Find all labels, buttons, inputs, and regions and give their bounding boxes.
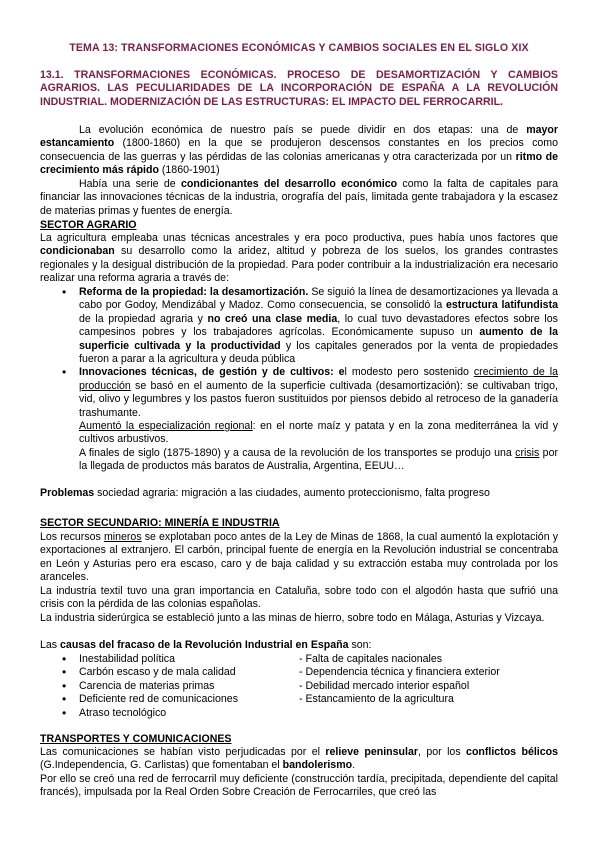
causa-row [40, 666, 558, 679]
agrario-paragraph: La agricultura empleaba unas técnicas ancestrales y era poco productiva, pues había unos factores que condicionaban su desarrollo como la aridez, altitud y pobreza de los suelos, los grandes contrastes regionales y la desigual distribución de la propiedad. Para poder contribuir a la industrialización era necesario realizar una reforma agraria a través de: [40, 232, 558, 285]
bullet-desamortizacion: • Reforma de la propiedad: la desamortización. Se siguió la línea de desamortizaciones ya llevada a cabo por Godoy, Mendizábal y Madoz. Como consecuencia, se consolidó la estructura latifundista de la propiedad agraria y no creó una clase media, lo cual tuvo devastadores efectos sobre los campesinos pobres y los trabajadores agrícolas. Económicamente supuso un aumento de la superficie cultivada y la productividad y los capitales generados por la venta de propiedades fueron a parar a la agricultura y deuda pública [40, 286, 558, 366]
transportes-paragraph-1: Las comunicaciones se habían visto perjudicadas por el relieve peninsular, por los conflictos bélicos (G.Independencia, G. Carlistas) que fomentaban el bandolerismo. [40, 746, 559, 772]
siderurgica-paragraph: La industria siderúrgica se estableció junto a las minas de hierro, sobre todo en Málaga, Asturias y Vizcaya. [40, 612, 545, 624]
section-subtitle: 13.1. TRANSFORMACIONES ECONÓMICAS. PROCESO DE DESAMORTIZACIÓN Y CAMBIOS AGRARIOS. LAS PECULIARIDADES DE LA INCORPORACIÓN DE ESPAÑA A LA REVOLUCIÓN INDUSTRIAL. MODERNIZACIÓN DE LAS ESTRUCTURAS: EL IMPACTO DEL FERROCARRIL. [40, 69, 558, 108]
causas-list [40, 653, 558, 720]
causas-intro: Las causas del fracaso de la Revolución Industrial en España son: [40, 639, 372, 651]
problemas-line: Problemas sociedad agraria: migración a las ciudades, aumento proteccionismo, falta progreso [40, 487, 490, 499]
causa-item: • Atraso tecnológico [40, 707, 299, 720]
causa-row [40, 707, 558, 720]
causa-item: - Estancamiento de la agricultura [299, 693, 454, 706]
page-title: TEMA 13: TRANSFORMACIONES ECONÓMICAS Y CAMBIOS SOCIALES EN EL SIGLO XIX [69, 42, 529, 54]
causa-item: - Dependencia técnica y financiera exterior [299, 666, 500, 679]
causa-item: • Carbón escaso y de mala calidad [40, 666, 299, 679]
heading-sector-secundario: SECTOR SECUNDARIO: MINERÍA E INDUSTRIA [40, 517, 280, 529]
causa-row [40, 680, 558, 693]
textil-paragraph: La industria textil tuvo una gran importancia en Cataluña, sobre todo con el algodón hasta que sufrió una crisis con la pérdida de las colonias españolas. [40, 585, 558, 611]
mineria-paragraph: Los recursos mineros se explotaban poco antes de la Ley de Minas de 1868, la cual aumentó la explotación y exportaciones al extranjero. El carbón, principal fuente de energía en la Revolución industrial se concentraba en León y Asturias pero era escaso, caro y de baja calidad y su extracción estaba muy controlada por los aranceles. [40, 531, 558, 584]
agrario-bullets [40, 286, 558, 474]
causa-row [40, 693, 558, 706]
causa-item [299, 707, 558, 720]
causa-item: • Carencia de materias primas [40, 680, 299, 693]
crisis-paragraph: A finales de siglo (1875-1890) y a causa de la revolución de los transportes se produjo una crisis por la llegada de productos más baratos de Australia, Argentina, EEUU… [79, 446, 558, 473]
transportes-paragraph-2: Por ello se creó una red de ferrocarril muy deficiente (construcción tardía, precipitada, dependiente del capital francés), impulsada por la Real Orden Sobre Creación de Ferrocarriles, que creó las [40, 773, 558, 799]
intro-paragraph-2: Había una serie de condicionantes del desarrollo económico como la falta de capitales para financiar las innovaciones técnicas de la industria, orografía del país, limitada gente trabajadora y la escasez de materias primas y fuentes de energía. [40, 178, 559, 217]
heading-sector-agrario: SECTOR AGRARIO [40, 219, 137, 231]
causa-row [40, 653, 558, 666]
causa-item: • Deficiente red de comunicaciones [40, 693, 299, 706]
especializacion-paragraph: Aumentó la especialización regional: en el norte maíz y patata y en la zona mediterránea la vid y cultivos arbustivos. [79, 420, 559, 446]
bullet-innovaciones: • Innovaciones técnicas, de gestión y de cultivos: el modesto pero sostenido crecimiento de la producción se basó en el aumento de la superficie cultivada (desamortización): se cultivaban trigo, vid, olivo y legumbres y los pastos fueron sustituidos por piensos debido al retroceso de la ganadería trashumante. [40, 366, 558, 420]
causa-item: - Falta de capitales nacionales [299, 653, 443, 665]
causa-item: • Inestabilidad política [40, 653, 299, 666]
heading-transportes: TRANSPORTES Y COMUNICACIONES [40, 733, 232, 745]
intro-paragraph-1: La evolución económica de nuestro país se puede dividir en dos etapas: una de mayor estancamiento (1800-1860) en la que se produjeron descensos constantes en los precios como consecuencia de las guerras y las pérdidas de las colonias americanas y otra caracterizada por un ritmo de crecimiento más rápido (1860-1901) [40, 124, 558, 177]
causa-item: - Debilidad mercado interior español [299, 679, 470, 692]
